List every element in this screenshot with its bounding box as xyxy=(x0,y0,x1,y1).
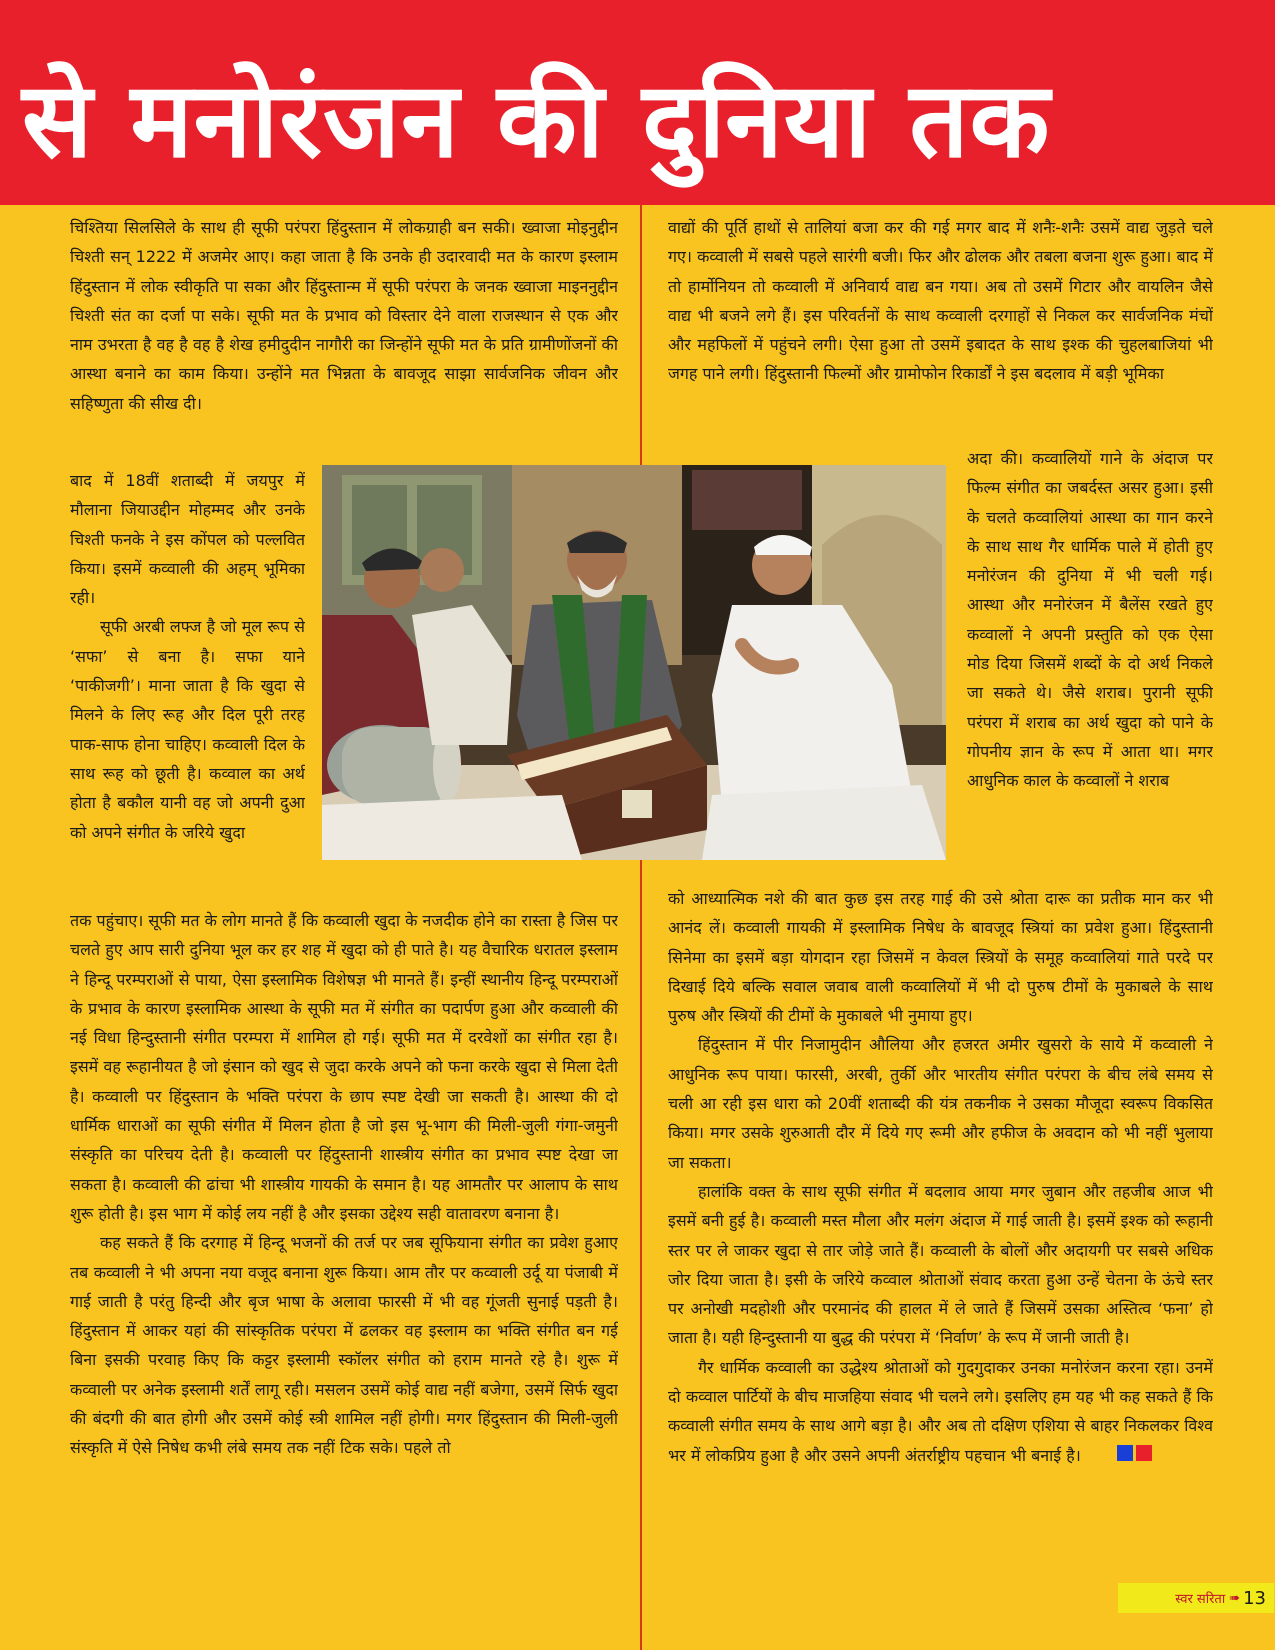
arrow-icon: ➠ xyxy=(1229,1590,1241,1606)
blue-square-icon xyxy=(1117,1445,1133,1461)
paragraph xyxy=(668,1353,1213,1471)
paragraph: कह सकते हैं कि दरगाह में हिन्दू भजनों की तर्ज पर जब सूफियाना संगीत का प्रवेश हुआए तब कव्वाली ने भी अपना नया वजूद बनाना शुरू किया। आम तौर पर कव्वाली उर्दू या पंजाबी में गाई जाती है परंतु हिन्दी और बृज भाषा के अलावा फारसी में भी वह गूंजती सुनाई पड़ती है। हिंदुस्तान में आकर यहां की सांस्कृतिक परंपरा में ढलकर वह इस्लाम का भक्ति संगीत बन गई बिना इसकी परवाह किए कि कट्टर इस्लामी स्कॉलर संगीत को हराम मानते रहे है। शुरू में कव्वाली पर अनेक इस्लामी शर्तें लागू रही। मसलन उसमें कोई वाद्य नहीं बजेगा, उसमें सिर्फ खुदा की बंदगी की बात होगी और उसमें कोई स्त्री शामिल नहीं होगी। मगर हिंदुस्तान की मिली-जुली संस्कृति में ऐसे निषेध कभी लंबे समय तक नहीं टिक सके। पहले तो xyxy=(70,1233,618,1458)
paragraph: तक पहुंचाए। सूफी मत के लोग मानते हैं कि कव्वाली खुदा के नजदीक होने का रास्ता है जिस पर चलते हुए आप सारी दुनिया भूल कर हर शह में खुदा को ही पाते है। यह वैचारिक धरातल इस्लाम ने हिन्दू परम्पराओं से पाया, ऐसा इस्लामिक विशेषज्ञ भी मानते हैं। इन्हीं स्थानीय हिन्दू परम्पराओं के प्रभाव के कारण इस्लामिक आस्था के सूफी मत में संगीत का पदार्पण हुआ और कव्वाली की नई विधा हिन्दुस्तानी संगीत परम्परा में शामिल हो गई। सूफी मत में दरवेशों का संगीत रहा है। इसमें वह रूहानीयत है जो इंसान को खुद से जुदा करके अपने को फना करके खुदा से मिला देती है। कव्वाली पर हिंदुस्तान के भक्ति परंपरा के छाप स्पष्ट देखी जा सकती है। आस्था की दो धार्मिक धाराओं का सूफी संगीत में मिलन होता है जो इस भू-भाग की मिली-जुली गंगा-जमुनी संस्कृति का परिचय देती है। कव्वाली पर हिंदुस्तानी शास्त्रीय संगीत का प्रभाव स्पष्ट देखा जा सकता है। कव्वाली की ढांचा भी शास्त्रीय गायकी के समान है। यह आमतौर पर आलाप के साथ शुरू होती है। इस भाग में कोई लय नहीं है और इसका उद्देश्य सही वातावरण बनाना है। xyxy=(70,911,618,1223)
paragraph: वाद्यों की पूर्ति हाथों से तालियां बजा कर की गई मगर बाद में शनैः-शनैः उसमें वाद्य जुड़ते चले गए। कव्वाली में सबसे पहले सारंगी बजी। फिर और ढोलक और तबला बजना शुरू हुआ। बाद में तो हार्मोनियन तो कव्वाली में अनिवार्य वाद्य बन गया। अब तो उसमें गिटार और वायलिन जैसे वाद्य भी बजने लगे हैं। इस परिवर्तनों के साथ कव्वाली दरगाहों से निकल कर सार्वजनिक मंचों और महफिलों में पहुंचने लगी। ऐसा हुआ तो उसमें इबादत के साथ इश्क की चुहलबाजियां भी जगह पाने लगी। हिंदुस्तानी फिल्मों और ग्रामोफोन रिकार्डों ने इस बदलाव में बड़ी भूमिका xyxy=(668,218,1213,384)
red-square-icon xyxy=(1136,1445,1152,1461)
left-column-bottom-text xyxy=(70,906,618,1606)
title-banner xyxy=(0,0,1275,205)
page-folio xyxy=(1118,1583,1274,1613)
left-column-side-text xyxy=(70,466,305,906)
paragraph: हालांकि वक्त के साथ सूफी संगीत में बदलाव आया मगर जुबान और तहजीब आज भी इसमें बनी हुई है। कव्वाली मस्त मौला और मलंग अंदाज में गाई जाती है। इसमें इश्क को रूहानी स्तर पर ले जाकर खुदा से तार जोड़े जाते हैं। कव्वाली के बोलों और अदायगी पर सबसे अधिक जोर दिया जाता है। इसी के जरिये कव्वाल श्रोताओं संवाद करता हुआ उन्हें चेतना के ऊंचे स्तर पर अनोखी मदहोशी और परमानंद की हालत में ले जाते हैं जिसमें उसका अस्तित्व ‘फना’ हो जाता है। यही हिन्दुस्तानी या बुद्ध की परंपरा में ‘निर्वाण’ के रूप में जानी जाती है। xyxy=(668,1181,1213,1348)
magazine-name: स्वर सरिता xyxy=(1175,1592,1226,1607)
paragraph-text: गैर धार्मिक कव्वाली का उद्धेश्य श्रोताओं को गुदगुदाकर उनका मनोरंजन करना रहा। उनमें दो कव्वाल पार्टियों के बीच माजहिया संवाद भी चलने लगे। इसलिए हम यह भी कह सकते हैं कि कव्वाली संगीत समय के साथ आगे बड़ा है। और अब तो दक्षिण एशिया से बाहर निकलकर विश्व भर में लोकप्रिय हुआ है और उसने अपनी अंतर्राष्ट्रीय पहचान भी बनाई है। xyxy=(668,1357,1213,1465)
paragraph: सूफी अरबी लफ्ज है जो मूल रूप से ‘सफा’ से बना है। सफा याने ‘पाकीजगी’। माना जाता है कि खुदा से मिलने के लिए रूह और दिल पूरी तरह पाक-साफ होना चाहिए। कव्वाली दिल के साथ रूह को छूती है। कव्वाल का अर्थ होता है बकौल यानी वह जो अपनी दुआ को अपने संगीत के जरिये खुदा xyxy=(70,617,305,842)
right-column-bottom-text xyxy=(668,884,1213,1606)
paragraph: हिंदुस्तान में पीर निजामुदीन औलिया और हजरत अमीर खुसरो के साये में कव्वाली ने आधुनिक रूप पाया। फारसी, अरबी, तुर्की और भारतीय संगीत परंपरा के बीच लंबे समय से चली आ रही इस धारा को 20वीं शताब्दी की यंत्र तकनीक ने उसका मौजूदा स्वरूप विकसित किया। मगर उसके शुरुआती दौर में दिये गए रूमी और हफीज के अवदान को भी नहीं भुलाया जा सकता। xyxy=(668,1035,1213,1172)
paragraph: को आध्यात्मिक नशे की बात कुछ इस तरह गाई की उसे श्रोता दारू का प्रतीक मान कर भी आनंद लें। कव्वाली गायकी में इस्लामिक निषेध के बावजूद स्त्रियां का प्रवेश हुआ। हिंदुस्तानी सिनेमा का इसमें बड़ा योगदान रहा जिसमें न केवल स्त्रियों के समूह कव्वालियां गाते परदे पर दिखाई दिये बल्कि सवाल जवाब वाली कव्वालियों में भी दो पुरुष टीमों के मुकाबले के साथ पुरुष और स्त्रियों की टीमों के मुकाबले भी नुमाया हुए। xyxy=(668,889,1213,1026)
page-title: से मनोरंजन की दुनिया तक xyxy=(22,59,1051,181)
paragraph: अदा की। कव्वालियों गाने के अंदाज पर फिल्म संगीत का जबर्दस्त असर हुआ। इसी के चलते कव्वालियां आस्था का गान करने के साथ साथ गैर धार्मिक पाले में होती हुए मनोरंजन की दुनिया में भी चली गई। आस्था और मनोरंजन में बैलेंस रखते हुए कव्वालों ने अपनी प्रस्तुति को एक ऐसा मोड दिया जिसमें शब्दों के दो अर्थ निकले जा सकते थे। जैसे शराब। पुरानी सूफी परंपरा में शराब का अर्थ खुदा को पाने के गोपनीय ज्ञान के रूप में आता था। मगर आधुनिक काल के कव्वालों ने शराब xyxy=(967,449,1213,791)
qawwali-singers-photo xyxy=(322,465,946,860)
column-divider xyxy=(640,205,642,1650)
left-column-top-text xyxy=(70,213,618,468)
paragraph: बाद में 18वीं शताब्दी में जयपुर में मौलाना जियाउद्दीन मोहम्मद और उनके चिश्ती फनके ने इस कोंपल को पल्लवित किया। इसमें कव्वाली की अहम् भूमिका रही। xyxy=(70,471,305,608)
right-column-top-text xyxy=(668,213,1213,445)
page-number: 13 xyxy=(1243,1587,1266,1609)
right-column-side-text xyxy=(967,444,1213,884)
end-of-article-mark xyxy=(1087,1441,1155,1470)
paragraph: चिश्तिया सिलसिले के साथ ही सूफी परंपरा हिंदुस्तान में लोकग्राही बन सकी। ख्वाजा मोइनुद्दीन चिश्ती सन् 1222 में अजमेर आए। कहा जाता है कि उनके ही उदारवादी मत के कारण इस्लाम हिंदुस्तान में लोक स्वीकृति पा सका और हिंदुस्तान्म में सूफी परंपरा के जनक ख्वाजा माइननुद्दीन चिश्ती संत का दर्जा पा सके। सूफी मत के प्रभाव को विस्तार देने वाला राजस्थान से एक और नाम उभरता है वह है वह है शेख हमीदुदीन नागौरी का जिन्होंने सूफी मत के प्रति ग्रामीणोंजनों की आस्था बनाने का काम किया। उन्होंने मत भिन्नता के बावजूद साझा सार्वजनिक जीवन और सहिष्णुता की सीख दी। xyxy=(70,218,618,413)
qawwali-singers-photo-icon xyxy=(322,465,946,860)
